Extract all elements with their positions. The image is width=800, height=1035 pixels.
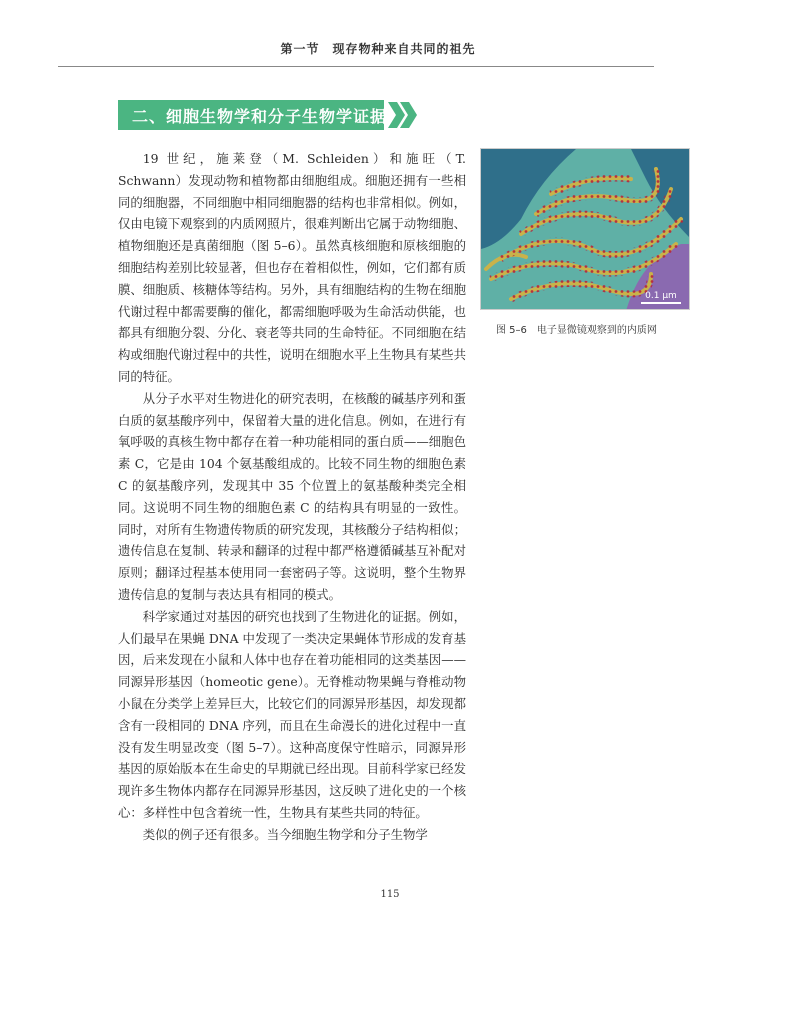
header-divider — [58, 66, 654, 67]
paragraph-4: 类似的例子还有很多。当今细胞生物学和分子生物学 — [142, 826, 428, 842]
page-number: 115 — [380, 889, 400, 900]
er-micrograph-figure — [480, 148, 690, 310]
running-head: 第一节 现存物种来自共同的祖先 — [280, 42, 476, 56]
section-title-banner — [118, 100, 388, 130]
paragraph-2: 从分子水平对生物进化的研究表明，在核酸的碱基序列和蛋白质的氨基酸序列中，保留着大量的进化信息。例如，在进行有氧呼吸的真核生物中都存在着一种功能相同的蛋白质——细胞色素 C，它是由 104 个氨基酸组成的。比较不同生物的细胞色素 C 的氨基酸序列，发现其中 35 个位置上的氨基酸种类完全相同。这说明不同生物的细胞色素 C 的结构具有明显的一致性。同时，对所有生物遗传物质的研究发现，其核酸分子结构相似；遗传信息在复制、转录和翻译的过程中都严格遵循碱基互补配对原则；翻译过程基本使用同一套密码子等。这说明，整个生物界遗传信息的复制与表达具有相同的模式。 — [118, 390, 466, 602]
paragraph-3: 科学家通过对基因的研究也找到了生物进化的证据。例如，人们最早在果蝇 DNA 中发现了一类决定果蝇体节形成的发育基因，后来发现在小鼠和人体中也存在着功能相同的这类基因——同源异形基因（homeotic gene）。无脊椎动物果蝇与脊椎动物小鼠在分类学上差异巨大，比较它们的同源异形基因，却发现都含有一段相同的 DNA 序列，而且在生命漫长的进化过程中一直没有发生明显改变（图 5–7）。这种高度保守性暗示，同源异形基因的原始版本在生命史的早期就已经出现。目前科学家已经发现许多生物体内都存在同源异形基因，这反映了进化史的一个核心：多样性中包含着统一性，生物具有某些共同的特征。 — [118, 608, 466, 820]
body-text — [118, 148, 466, 846]
scale-bar-label: 0.1 μm — [645, 291, 677, 301]
section-title: 二、细胞生物学和分子生物学证据 — [132, 106, 388, 126]
figure-caption: 图 5–6 电子显微镜观察到的内质网 — [496, 325, 657, 336]
er-micrograph-image — [481, 149, 690, 310]
double-chevron-icon — [386, 100, 418, 130]
paragraph-1: 19 世纪，施莱登（M. Schleiden）和施旺（T. Schwann）发现动物和植物都由细胞组成。细胞还拥有一些相同的细胞器，不同细胞中相同细胞器的结构也非常相似。例如，仅由电镜下观察到的内质网照片，很难判断出它属于动物细胞、植物细胞还是真菌细胞（图 5–6）。虽然真核细胞和原核细胞的细胞结构差别比较显著，但也存在着相似性，例如，它们都有质膜、细胞质、核糖体等结构。另外，具有细胞结构的生物在细胞代谢过程中都需要酶的催化，都需细胞呼吸为生命活动供能，也都具有细胞分裂、分化、衰老等共同的生命特征。不同细胞在结构或细胞代谢过程中的共性，说明在细胞水平上生物具有某些共同的特征。 — [118, 151, 466, 384]
